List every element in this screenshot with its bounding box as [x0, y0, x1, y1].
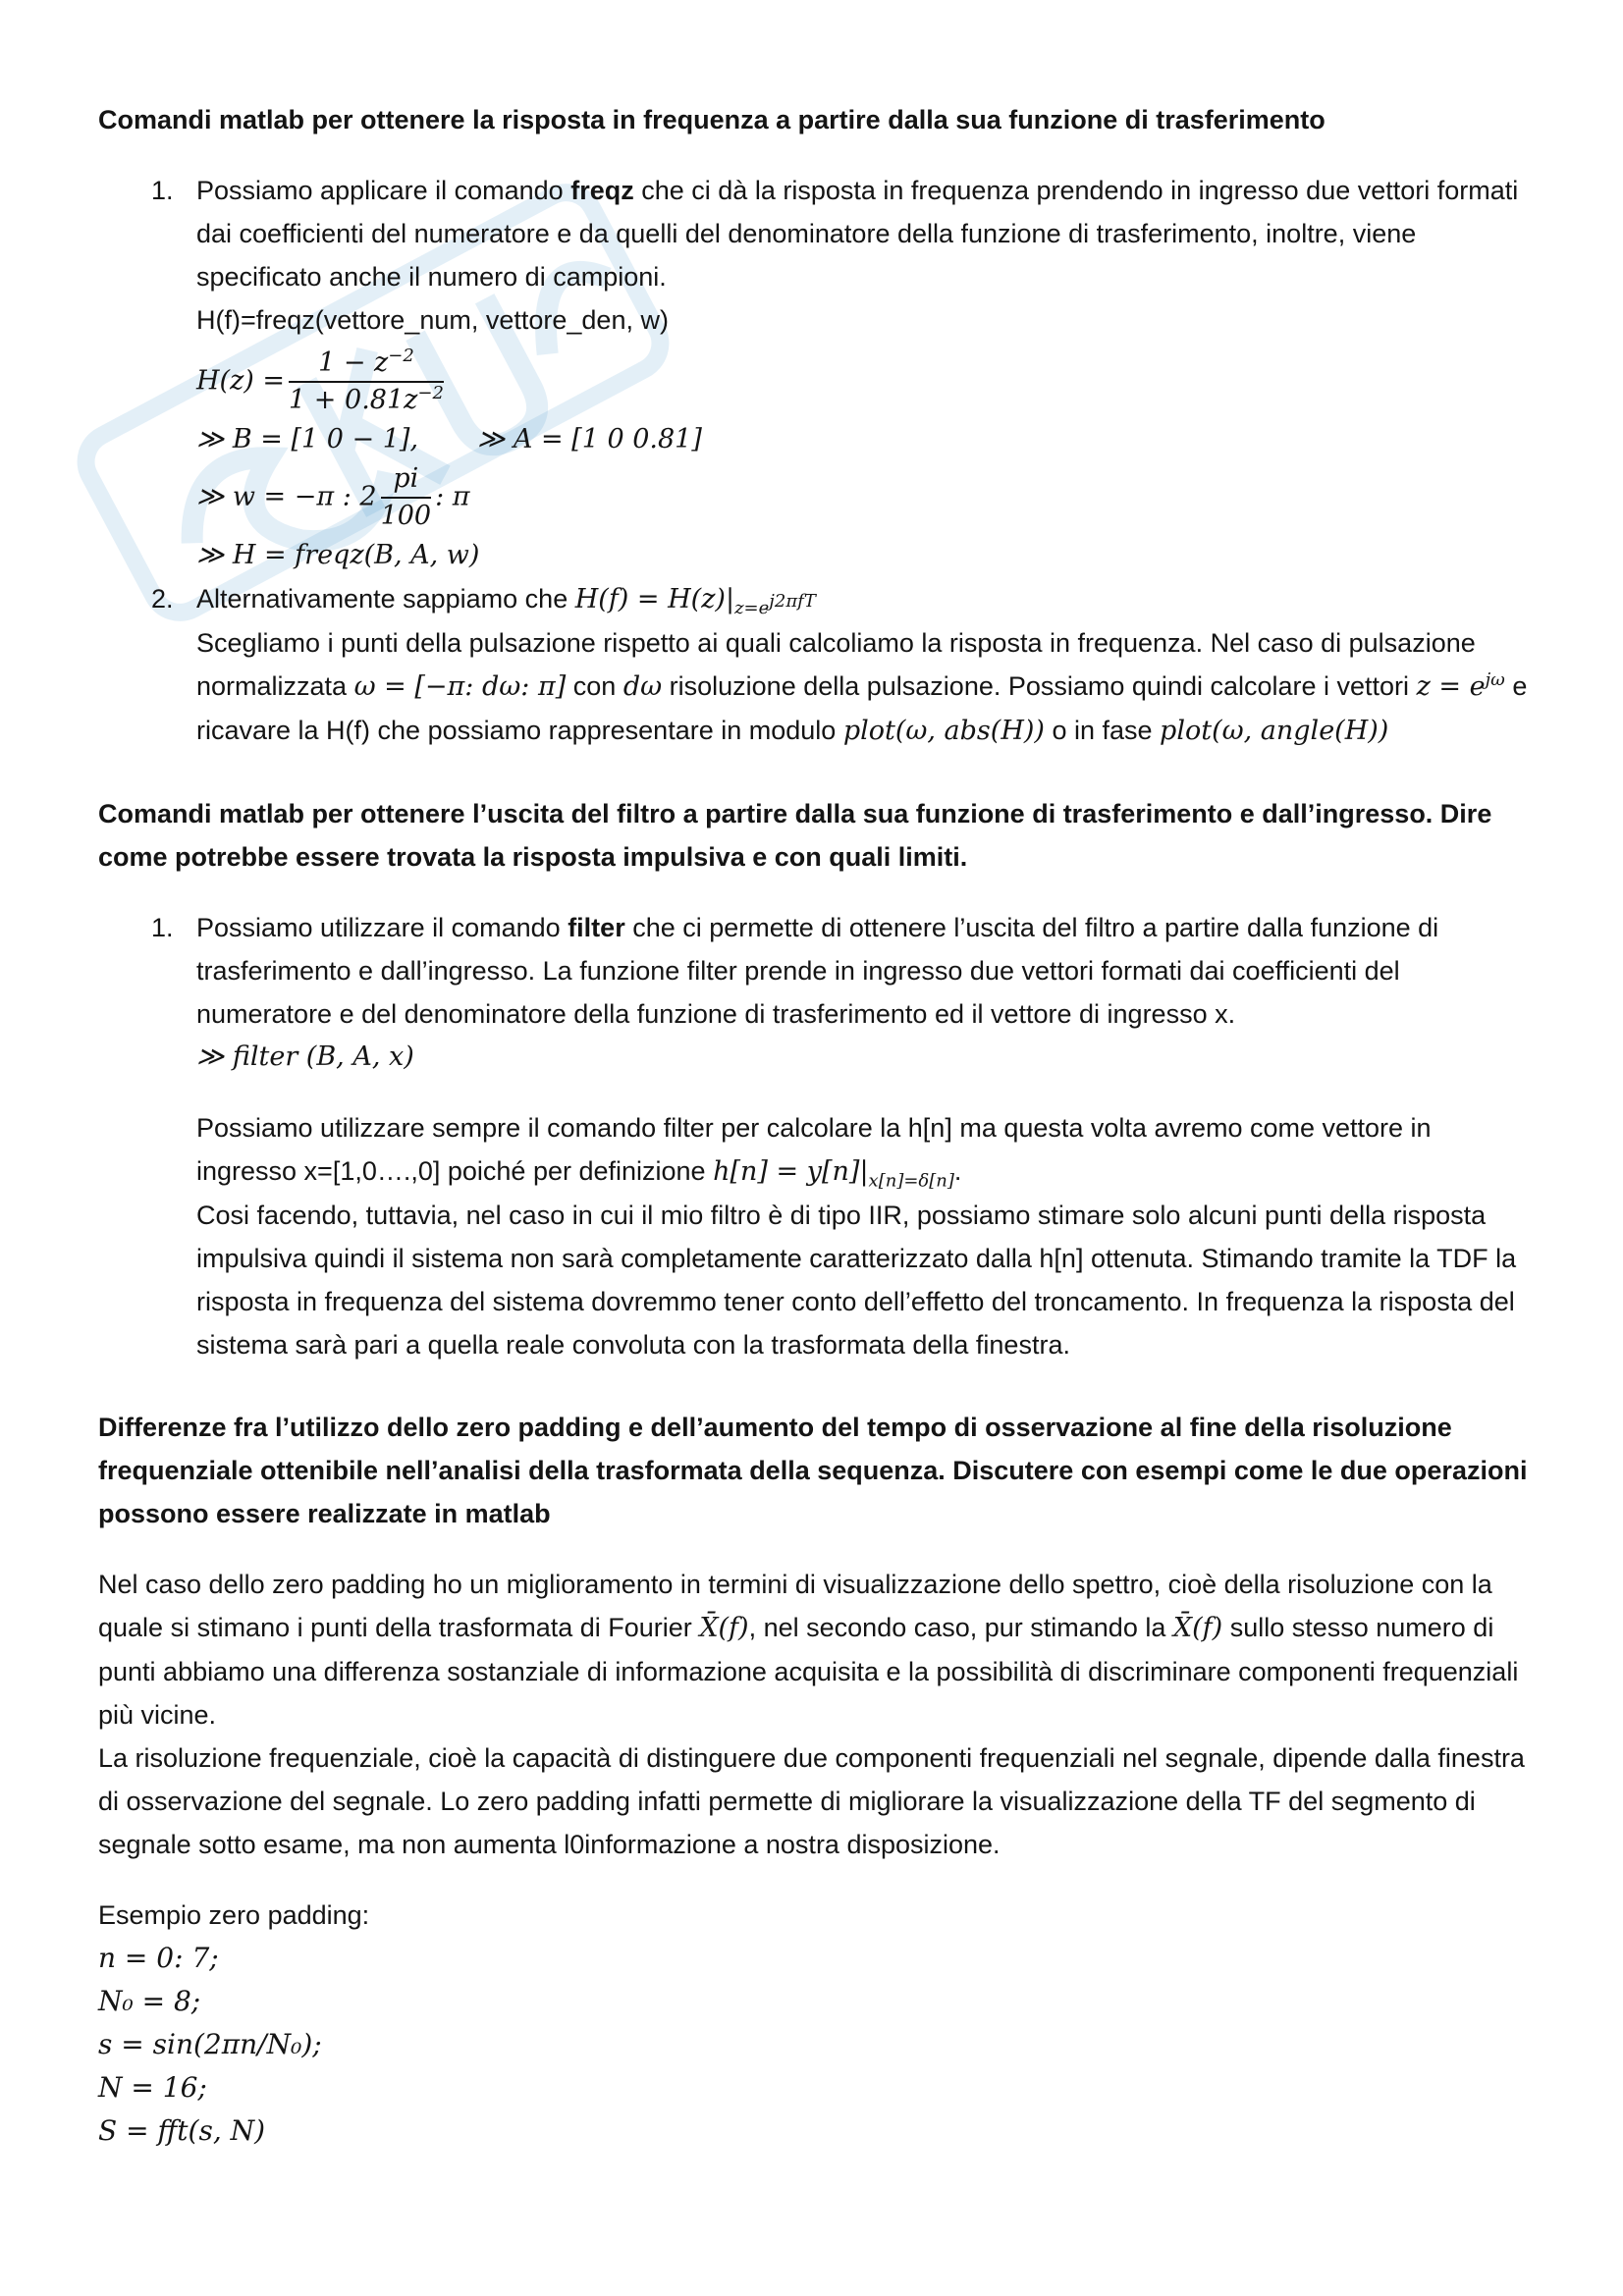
section2-heading: Comandi matlab per ottenere l’uscita del filtro a partire dalla sua funzione di trasferimento e dall’ingresso. Dire come potrebbe essere trovata la risposta impulsiva e con quali limiti.: [98, 799, 1492, 872]
section1-item-1: [98, 169, 1532, 577]
iir-paragraph: Cosi facendo, tuttavia, nel caso in cui il mio filtro è di tipo IIR, possiamo stimare solo alcuni punti della risposta impulsiva quindi il sistema non sarà completamente caratterizzato dalla h[n] ottenuta. Stimando tramite la TDF la risposta in frequenza del sistema dovremmo tener conto dell’effetto del troncamento. In frequenza la risposta del sistema sarà pari a quella reale convoluta con la trasformata della finestra.: [196, 1201, 1517, 1360]
coefficient-vectors: ≫ B = [1 0 − 1], ≫ A = [1 0 0.81]: [196, 424, 702, 454]
item-text: Possiamo applicare il comando freqz che ci dà la risposta in frequenza prendendo in ingresso due vettori formati dai coefficienti del numeratore e da quelli del denominatore della funzione di trasferimento, inoltre, viene specificato anche il numero di campioni.: [196, 176, 1519, 292]
zero-padding-paragraph: Nel caso dello zero padding ho un miglioramento in termini di visualizzazione dello spettro, cioè della risoluzione con la quale si stimano i punti della trasformata di Fourier X̄(f), nel secondo caso, pur stimando la X̄(f) sullo stesso numero di punti abbiamo una differenza sostanziale di informazione acquisita e la possibilità di discriminare componenti frequenziali più vicine.: [98, 1570, 1519, 1730]
freqz-command: freqz: [570, 176, 634, 205]
freqz-syntax: H(f)=freqz(vettore_num, vettore_den, w): [196, 305, 669, 335]
section1-heading: Comandi matlab per ottenere la risposta in frequenza a partire dalla sua funzione di trasferimento: [98, 105, 1325, 134]
code-line: n = 0: 7;: [98, 1942, 219, 1974]
item-text: Possiamo utilizzare il comando filter che ci permette di ottenere l’uscita del filtro a partire dalla funzione di trasferimento e dall’ingresso. La funzione filter prende in ingresso due vettori formati dai coefficienti del numeratore e del denominatore della funzione di trasferimento ed il vettore di ingresso x.: [196, 913, 1439, 1029]
frequency-vector: ≫ w = −π : 2 $\frac{pi}{100}$ : π: [196, 463, 470, 531]
section3-heading: Differenze fra l’utilizzo dello zero padding e dell’aumento del tempo di osservazione al fine della risoluzione frequenziale ottenibile nell’analisi della trasformata della sequenza. Discutere con esempi come le due operazioni possono essere realizzate in matlab: [98, 1413, 1528, 1528]
resolution-paragraph: La risoluzione frequenziale, cioè la capacità di distinguere due componenti frequenziali nel segnale, dipende dalla finestra di osservazione del segnale. Lo zero padding infatti permette di migliorare la visualizzazione della TF del segmento di segnale sotto esame, ma non aumenta l0informazione a nostra disposizione.: [98, 1743, 1525, 1859]
code-line: s = sin(2πn/N₀);: [98, 2028, 322, 2060]
item-number: 1.: [151, 176, 174, 205]
code-line: N = 16;: [98, 2071, 207, 2104]
item-number: 1.: [151, 913, 174, 942]
freqz-call: ≫ H = freqz(B, A, w): [196, 540, 480, 570]
item-number: 2.: [151, 584, 174, 614]
code-line: N₀ = 8;: [98, 1985, 201, 2017]
impulse-response-paragraph: Possiamo utilizzare sempre il comando filter per calcolare la h[n] ma questa volta avremo come vettore in ingresso x=[1,0….,0] poiché per definizione $h[n] = y[n]|_{x[n]=\delta[n]}$.: [196, 1113, 1432, 1192]
document-content: [98, 98, 1532, 2153]
example-title: Esempio zero padding:: [98, 1900, 370, 1930]
transfer-function: H(z) = $\frac{1 - z^{-2}}{1 + 0.81z^{-2}}$: [196, 346, 444, 415]
section1-item-2: [98, 577, 1532, 753]
item-paragraph: Scegliamo i punti della pulsazione rispetto ai quali calcoliamo la risposta in frequenza. Nel caso di pulsazione normalizzata ω = [−π: dω: π] con dω risoluzione della pulsazione. Possiamo quindi calcolare i vettori $z = e^{j\omega}$ e ricavare la H(f) che possiamo rappresentare in modulo plot(ω, abs(H)) o in fase plot(ω, angle(H)): [196, 628, 1528, 746]
code-line: S = fft(s, N): [98, 2114, 266, 2147]
item-text: Alternativamente sappiamo che $H(f) = H(z)|_{z=e^{j2\pi fT}}$: [196, 584, 816, 619]
filter-command: filter: [568, 913, 625, 942]
section2-item-1: [98, 906, 1532, 1366]
filter-call: ≫ filter (B, A, x): [196, 1041, 414, 1072]
